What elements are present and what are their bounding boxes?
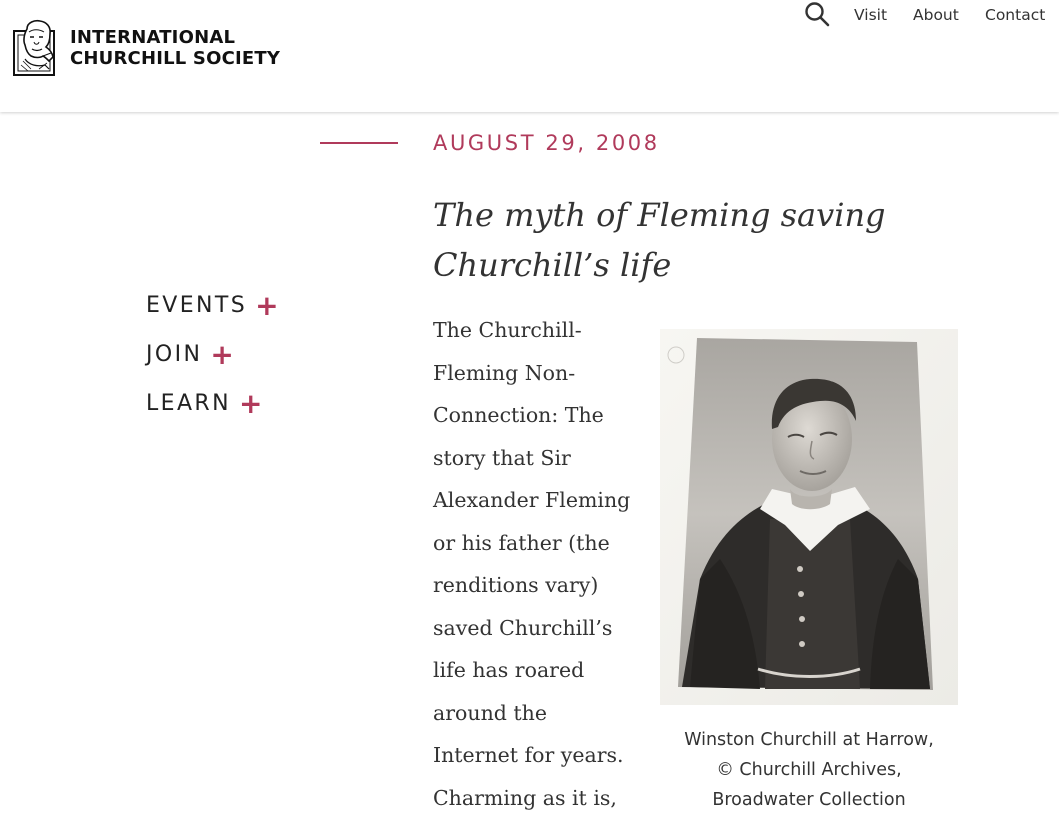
body-line: Internet for years. bbox=[433, 743, 624, 767]
plus-icon[interactable]: + bbox=[238, 387, 263, 420]
body-line: or his father (the bbox=[433, 530, 610, 555]
body-line: renditions vary) bbox=[433, 573, 599, 597]
side-menu bbox=[146, 281, 279, 428]
body-line: life has roared bbox=[433, 658, 585, 682]
caption-line: Winston Churchill at Harrow, bbox=[684, 730, 934, 750]
body-line: story that Sir bbox=[433, 445, 571, 470]
churchill-portrait-logo-icon bbox=[13, 19, 61, 77]
body-line: around the bbox=[433, 700, 547, 725]
nav-visit-link[interactable]: Visit bbox=[854, 6, 888, 24]
site-header bbox=[0, 0, 1059, 112]
article-figure bbox=[660, 329, 958, 815]
caption-line: Broadwater Collection bbox=[712, 790, 906, 810]
body-line: Connection: The bbox=[433, 403, 604, 427]
logo-line-1: INTERNATIONAL bbox=[70, 27, 236, 48]
body-line: Alexander Fleming bbox=[433, 488, 631, 512]
caption-line: © Churchill Archives, bbox=[716, 760, 902, 780]
date-divider bbox=[320, 142, 398, 144]
article-body bbox=[433, 309, 638, 819]
site-logo[interactable] bbox=[13, 19, 280, 77]
plus-icon[interactable]: + bbox=[255, 289, 279, 322]
logo-wordmark bbox=[70, 27, 280, 69]
body-line: The Churchill- bbox=[433, 318, 582, 342]
nav-contact-link[interactable]: Contact bbox=[985, 6, 1046, 24]
figure-caption bbox=[660, 725, 958, 815]
search-icon[interactable] bbox=[804, 1, 830, 27]
side-menu-label: LEARN bbox=[146, 391, 231, 416]
nav-about-link[interactable]: About bbox=[913, 6, 959, 24]
plus-icon[interactable]: + bbox=[210, 338, 234, 371]
churchill-harrow-photo bbox=[660, 329, 958, 705]
side-menu-label: JOIN bbox=[146, 342, 203, 367]
side-menu-join[interactable] bbox=[146, 330, 279, 379]
body-line: Fleming Non- bbox=[433, 360, 576, 385]
side-menu-events[interactable] bbox=[146, 281, 279, 330]
side-menu-learn[interactable] bbox=[146, 379, 279, 428]
body-line: Charming as it is, bbox=[433, 785, 617, 810]
article-title: The myth of Fleming saving Churchill’s life bbox=[433, 196, 886, 284]
side-menu-label: EVENTS bbox=[146, 293, 248, 318]
article-date: AUGUST 29, 2008 bbox=[433, 131, 660, 155]
body-line: saved Churchill’s bbox=[433, 615, 613, 640]
logo-line-2: CHURCHILL SOCIETY bbox=[70, 48, 281, 69]
